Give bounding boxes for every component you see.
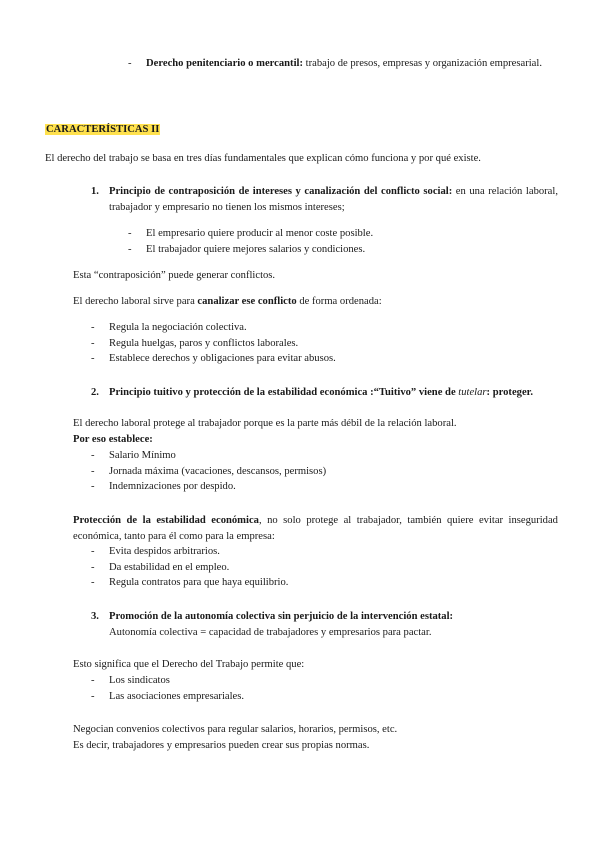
list-item-text: El empresario quiere producir al menor coste posible. [146, 228, 374, 239]
section-2-text: El derecho laboral protege al trabajador porque es la parte más débil de la relación laboral. [73, 418, 457, 429]
list-item-text: Regula la negociación colectiva. [109, 322, 247, 333]
top-item-text: trabajo de presos, empresas y organización empresarial. [303, 58, 542, 69]
section-1-text: en una relación laboral, trabajador y empresario no tienen los mismos intereses; [109, 186, 558, 213]
list-item [91, 673, 531, 689]
list-item-text: El trabajador quiere mejores salarios y condiciones. [146, 243, 366, 255]
section-3-number: 3. [91, 611, 99, 622]
section-2-bullets-2 [91, 544, 531, 591]
section-2-bold-a: Principio tuitivo y protección de la estabilidad económica :“Tuitivo” viene de [109, 387, 459, 398]
list-item-text: Jornada máxima (vacaciones, descansos, permisos) [109, 465, 327, 477]
list-item-text: Evita despidos arbitrarios. [109, 546, 220, 557]
section-1-bold: Principio de contraposición de intereses y canalización del conflicto social: [109, 186, 453, 197]
section-2-number: 2. [91, 387, 99, 398]
section-3-bold: Promoción de la autonomía colectiva sin perjuicio de la intervención estatal: [109, 611, 454, 622]
bullet-dash: - [91, 675, 95, 686]
section-heading [45, 122, 160, 138]
bullet-dash: - [128, 228, 132, 239]
list-item [128, 242, 548, 258]
list-item-text: Las asociaciones empresariales. [109, 690, 245, 702]
section-2-italic: tutelar [458, 387, 487, 398]
list-item [91, 560, 531, 576]
list-item [91, 544, 531, 560]
section-2-p-text: , no solo protege al trabajador, también quiere evitar inseguridad económica, tanto para él como para la empresa: [73, 515, 558, 542]
list-item [91, 448, 531, 464]
list-item-text: Establece derechos y obligaciones para evitar abusos. [109, 353, 336, 365]
list-item-text: Regula contratos para que haya equilibrio. [109, 577, 289, 589]
bullet-dash: - [91, 337, 95, 349]
list-item [91, 479, 531, 495]
list-item [91, 575, 531, 591]
section-1-bullets-2 [91, 320, 531, 367]
list-item [91, 320, 531, 336]
section-3-text: Autonomía colectiva = capacidad de trabajadores y empresarios para pactar. [109, 626, 432, 638]
p2-post: de forma ordenada: [296, 296, 382, 307]
section-2-p-bold: Protección de la estabilidad económica [73, 515, 259, 526]
p2-bold: canalizar ese conflicto [197, 296, 297, 307]
bullet-dash: - [128, 243, 132, 255]
list-item-text: Indemnizaciones por despido. [109, 481, 236, 493]
section-3-title [91, 609, 558, 640]
top-item-label: Derecho penitenciario o mercantil: [146, 58, 304, 69]
heading-highlight: CARACTERÍSTICAS II [46, 124, 160, 135]
list-item [91, 351, 531, 367]
list-item [91, 689, 531, 705]
section-2-title [91, 385, 558, 401]
bullet-dash: - [91, 465, 95, 477]
list-item [128, 226, 548, 242]
section-1-paragraph-2 [73, 294, 382, 310]
section-3-paragraph-1: Esto significa que el Derecho del Trabajo permite que: [73, 659, 305, 670]
bullet-dash: - [91, 353, 95, 365]
section-2-bold-b: : proteger. [486, 387, 534, 398]
bullet-dash: - [91, 561, 95, 573]
section-2-sub-bold: Por eso establece: [73, 434, 153, 445]
section-1-number: 1. [91, 186, 99, 197]
section-1-title [91, 184, 558, 215]
bullet-dash: - [91, 690, 95, 702]
list-item-text: Salario Mínimo [109, 450, 176, 461]
section-3-bullets [91, 673, 531, 704]
bullet-dash: - [91, 481, 95, 493]
bullet-dash: - [91, 546, 95, 557]
bullet-dash: - [128, 58, 132, 69]
list-item [91, 464, 531, 480]
list-item-text: Los sindicatos [109, 675, 170, 686]
list-item-text: Regula huelgas, paros y conflictos laborales. [109, 337, 299, 349]
bullet-dash: - [91, 577, 95, 589]
bullet-dash: - [91, 450, 95, 461]
bullet-dash: - [91, 322, 95, 333]
intro-paragraph: El derecho del trabajo se basa en tres días fundamentales que explican cómo funciona y por qué existe. [45, 153, 481, 164]
list-item-text: Da estabilidad en el empleo. [109, 561, 230, 573]
section-1-paragraph-1: Esta “contraposición” puede generar conflictos. [73, 270, 276, 281]
list-item [91, 336, 531, 352]
top-list-item [128, 56, 558, 72]
section-1-bullets [128, 226, 548, 257]
section-3-paragraph-3: Es decir, trabajadores y empresarios pueden crear sus propias normas. [73, 740, 370, 751]
section-2-bullets [91, 448, 531, 495]
section-2-subheading [73, 432, 153, 448]
section-3-paragraph-2: Negocian convenios colectivos para regular salarios, horarios, permisos, etc. [73, 724, 398, 735]
section-2-paragraph [73, 513, 558, 544]
p2-pre: El derecho laboral sirve para [73, 296, 198, 307]
